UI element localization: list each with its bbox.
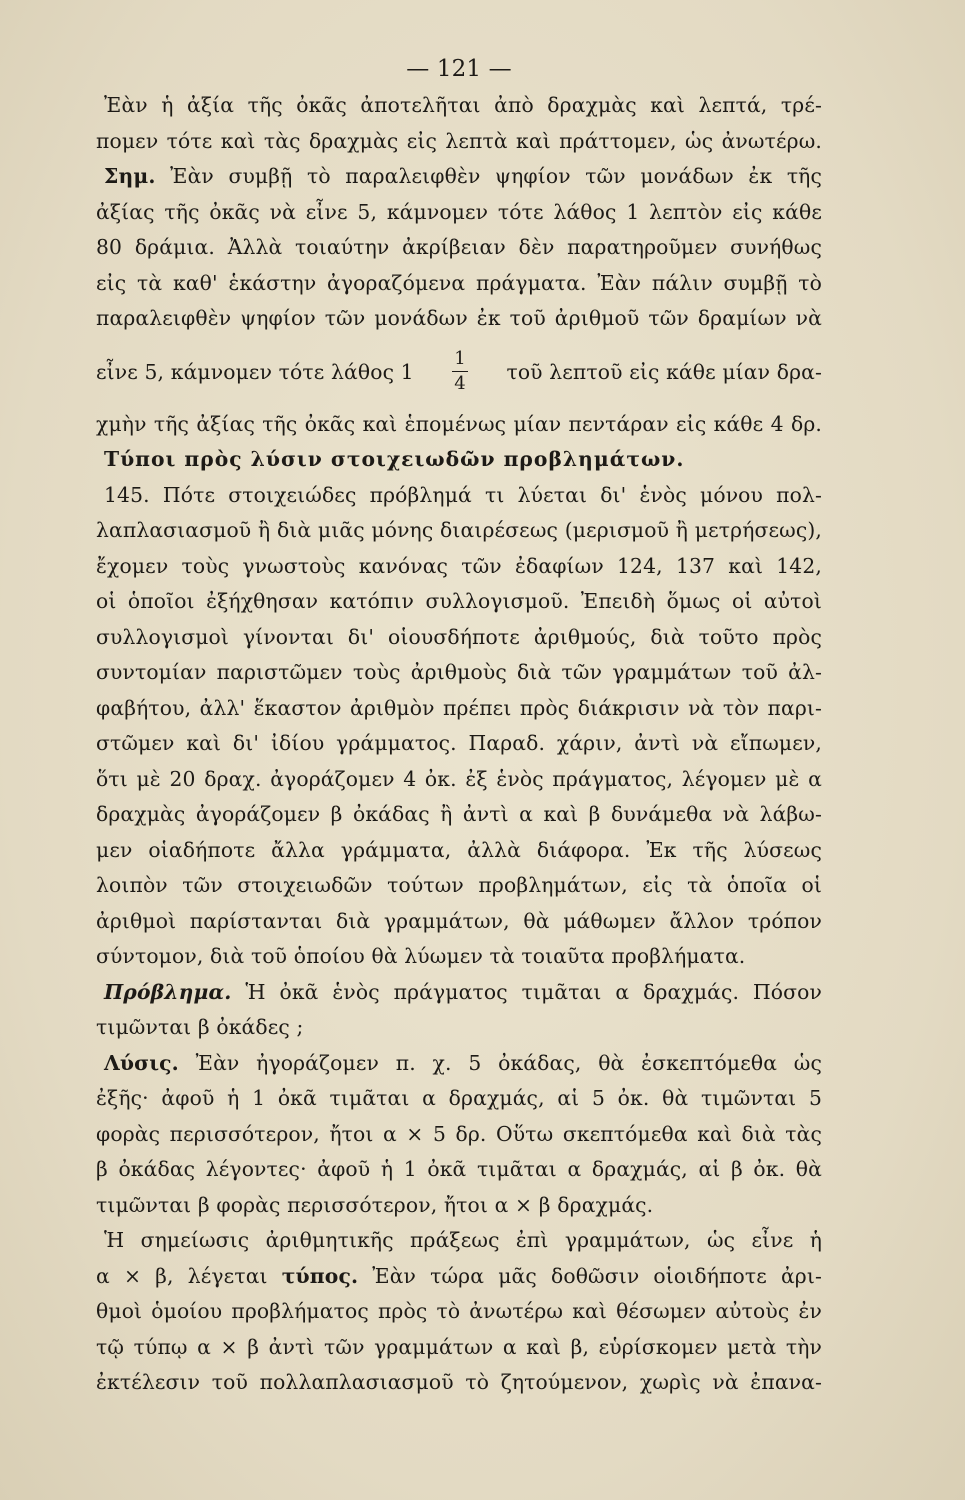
text-line: θμοὶ ὁμοίου προβλήματος πρὸς τὸ ἀνωτέρω καὶ θέσωμεν αὐτοὺς ἐν [96, 1299, 822, 1323]
text-span: τοῦ λεπτοῦ εἰς κάθε μίαν δρα- [506, 359, 822, 384]
page-number: — 121 — [406, 56, 512, 82]
text-line: χμὴν τῆς ἀξίας τῆς ὀκᾶς καὶ ἑπομένως μίαν πεντάραν εἰς κάθε 4 δρ. [96, 411, 822, 436]
text-line: οἱ ὁποῖοι ἐξήχθησαν κατόπιν συλλογισμοῦ. Ἐπειδὴ ὅμως οἱ αὐτοὶ [96, 589, 822, 613]
text-line [96, 975, 822, 1011]
text-line: δραχμὰς ἀγοράζομεν β ὀκάδας ἢ ἀντὶ α καὶ β δυνάμεθα νὰ λάβω- [96, 802, 822, 826]
text-line: συντομίαν παριστῶμεν τοὺς ἀριθμοὺς διὰ τῶν γραμμάτων τοῦ ἀλ- [96, 660, 822, 684]
text-line: ἀξίας τῆς ὀκᾶς νὰ εἶνε 5, κάμνομεν τότε λάθος 1 λεπτὸν εἰς κάθε [96, 199, 822, 224]
text-line: τιμῶνται β ὀκάδες ; [96, 1015, 304, 1039]
text-span: Ἐὰν συμβῇ τὸ παραλειφθὲν ψηφίον τῶν μονάδων ἐκ τῆς [155, 164, 822, 188]
text-line: τιμῶνται β φορὰς περισσότερον, ἤτοι α × β δραχμάς. [96, 1192, 654, 1217]
note-label: Σημ. [104, 164, 156, 188]
fraction-denominator: 4 [454, 373, 466, 395]
text-span: Ἐὰν ἠγοράζομεν π. χ. 5 ὀκάδας, θὰ ἐσκεπτόμεθα ὡς [178, 1050, 822, 1075]
text-line: μεν οἱαδήποτε ἄλλα γράμματα, ἀλλὰ διάφορα. Ἐκ τῆς λύσεως [96, 837, 822, 862]
fraction-numerator: 1 [454, 347, 466, 369]
text-line: φαβήτου, ἀλλ' ἕκαστον ἀριθμὸν πρέπει πρὸς διάκρισιν νὰ τὸν παρι- [96, 695, 822, 720]
text-line: ἔχομεν τοὺς γνωστοὺς κανόνας τῶν ἐδαφίων 124, 137 καὶ 142, [96, 553, 822, 578]
text-line: β ὀκάδας λέγοντες· ἀφοῦ ἡ 1 ὀκᾶ τιμᾶται α δραχμάς, αἱ β ὀκ. θὰ [96, 1157, 822, 1181]
problem-label: Πρόβλημα. [104, 979, 232, 1004]
text-line: συλλογισμοὶ γίνονται δι' οἱουσδήποτε ἀριθμούς, διὰ τοῦτο πρὸς [96, 624, 822, 649]
text-line: σύντομον, διὰ τοῦ ὁποίου θὰ λύωμεν τὰ τοιαῦτα προβλήματα. [96, 944, 746, 968]
text-line: Ἡ σημείωσις ἀριθμητικῆς πράξεως ἐπὶ γραμμάτων, ὡς εἶνε ἡ [104, 1228, 822, 1252]
text-line: στῶμεν καὶ δι' ἰδίου γράμματος. Παραδ. χάριν, ἀντὶ νὰ εἴπωμεν, [96, 731, 822, 755]
text-line: Ἐὰν ἡ ἀξία τῆς ὀκᾶς ἀποτελῆται ἀπὸ δραχμὰς καὶ λεπτά, τρέ- [104, 93, 822, 117]
text-span: εἶνε 5, κάμνομεν τότε λάθος 1 [96, 359, 414, 384]
text-line: ὅτι μὲ 20 δραχ. ἀγοράζομεν 4 ὀκ. ἐξ ἑνὸς πράγματος, λέγομεν μὲ α [96, 766, 822, 791]
text-line [96, 1046, 822, 1082]
text-line: ἀριθμοὶ παρίστανται διὰ γραμμάτων, θὰ μάθωμεν ἄλλον τρόπον [96, 908, 822, 933]
text-line [96, 1259, 822, 1295]
text-line: φορὰς περισσότερον, ἤτοι α × 5 δρ. Οὕτω σκεπτόμεθα καὶ διὰ τὰς [96, 1121, 822, 1146]
section-heading: Τύποι πρὸς λύσιν στοιχειωδῶν προβλημάτων. [104, 447, 685, 471]
fraction-line [96, 337, 822, 407]
text-span: α × β, λέγεται [96, 1263, 282, 1288]
text-line: λαπλασιασμοῦ ἢ διὰ μιᾶς μόνης διαιρέσεως (μερισμοῦ ἢ μετρήσεως), [96, 518, 822, 542]
text-line: παραλειφθὲν ψηφίον τῶν μονάδων ἐκ τοῦ ἀριθμοῦ τῶν δραμίων νὰ [96, 306, 822, 330]
text-line: ἐξῆς· ἀφοῦ ἡ 1 ὀκᾶ τιμᾶται α δραχμάς, αἱ 5 ὀκ. θὰ τιμῶνται 5 [96, 1086, 822, 1110]
text-line: 80 δράμια. Ἀλλὰ τοιαύτην ἀκρίβειαν δὲν παρατηροῦμεν συνήθως [96, 235, 822, 259]
text-line [96, 159, 822, 195]
text-line: τῷ τύπῳ α × β ἀντὶ τῶν γραμμάτων α καὶ β, εὑρίσκομεν μετὰ τὴν [96, 1334, 822, 1359]
page-text [96, 50, 822, 1401]
text-line: ἐκτέλεσιν τοῦ πολλαπλασιασμοῦ τὸ ζητούμενον, χωρὶς νὰ ἐπανα- [96, 1370, 822, 1394]
text-line: εἰς τὰ καθ' ἑκάστην ἀγοραζόμενα πράγματα. Ἐὰν πάλιν συμβῇ τὸ [96, 270, 822, 295]
fraction-one-quarter [452, 349, 468, 395]
text-line: λοιπὸν τῶν στοιχειωδῶν τούτων προβλημάτων, εἰς τὰ ὁποῖα οἱ [96, 873, 822, 897]
text-span: Ἐὰν τώρα μᾶς δοθῶσιν οἱοιδήποτε ἀρι- [358, 1263, 822, 1288]
text-line: πομεν τότε καὶ τὰς δραχμὰς εἰς λεπτὰ καὶ πράττομεν, ὡς ἀνωτέρω. [96, 128, 822, 153]
text-line: 145. Πότε στοιχειώδες πρόβλημά τι λύεται δι' ἑνὸς μόνου πολ- [104, 482, 822, 507]
text-span: Ἡ ὀκᾶ ἑνὸς πράγματος τιμᾶται α δραχμάς. Πόσον [231, 979, 822, 1004]
term-typos: τύπος. [281, 1263, 359, 1288]
solution-label: Λύσις. [104, 1050, 179, 1075]
